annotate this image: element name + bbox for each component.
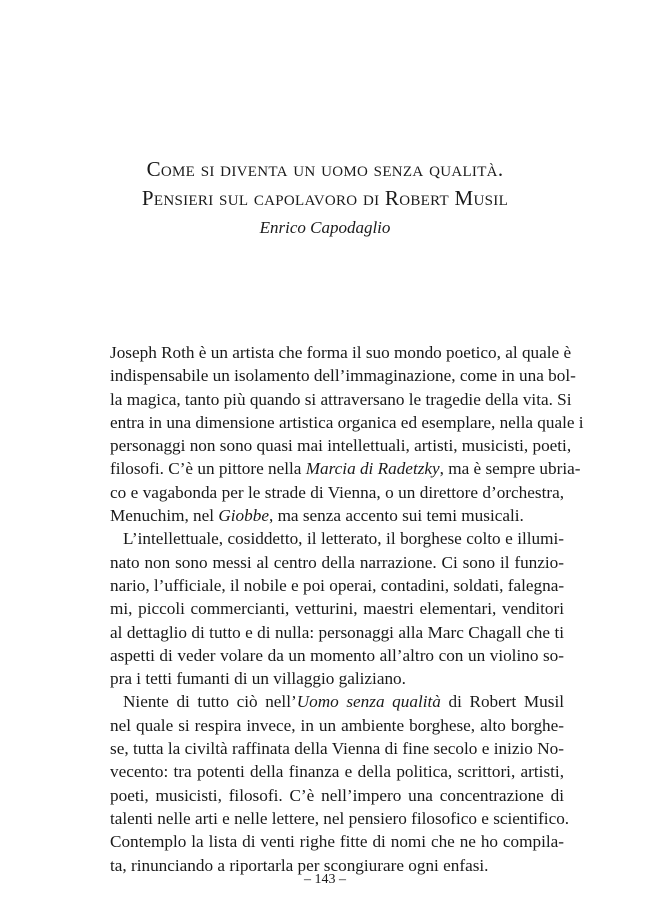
text-line: pra i tetti fumanti di un villaggio galiziano. bbox=[110, 669, 406, 689]
text-line: la magica, tanto più quando si attraversano le tragedie della vita. Si bbox=[110, 389, 572, 409]
body-text bbox=[110, 341, 584, 877]
book-title-italic: Uomo senza qualità bbox=[296, 692, 441, 712]
text-line: aspetti di veder volare da un momento all’altro con un violino so- bbox=[110, 645, 564, 665]
text-line: Joseph Roth è un artista che forma il suo mondo poetico, al quale è bbox=[110, 343, 572, 362]
text-line: Contemplo la lista di venti righe fitte di nomi che ne ho compila- bbox=[110, 832, 564, 852]
book-title-italic: Giobbe bbox=[218, 506, 269, 526]
text-segment: di Robert Musil bbox=[440, 692, 564, 712]
text-line: nel quale si respira invece, in un ambiente borghese, alto borghe- bbox=[110, 715, 564, 735]
text-segment: , ma senza accento sui temi musicali. bbox=[268, 506, 524, 526]
paragraph-2 bbox=[110, 527, 564, 690]
chapter-title-line-2: Pensieri sul capolavoro di Robert Musil bbox=[141, 186, 509, 210]
author-name: Enrico Capodaglio bbox=[259, 218, 391, 237]
text-line: nato non sono messi al centro della narrazione. Ci sono il funzio- bbox=[110, 552, 564, 572]
paragraph-1 bbox=[110, 341, 584, 527]
text-line: talenti nelle arti e nelle lettere, nel pensiero filosofico e scientifico. bbox=[110, 808, 570, 828]
text-line: mi, piccoli commercianti, vetturini, maestri elementari, venditori bbox=[110, 599, 564, 619]
text-line bbox=[110, 504, 564, 527]
text-line: poeti, musicisti, filosofi. C’è nell’impero una concentrazione di bbox=[110, 785, 564, 805]
text-line: nario, l’ufficiale, il nobile e poi operai, contadini, soldati, falegna- bbox=[110, 575, 565, 595]
text-line: al dettaglio di tutto e di nulla: personaggi alla Marc Chagall che ti bbox=[110, 622, 564, 642]
text-line: ta, rinunciando a riportarla per scongiurare ogni enfasi. bbox=[110, 855, 489, 875]
paragraph-3 bbox=[110, 690, 570, 876]
chapter-title-line-1: Come si diventa un uomo senza qualità. bbox=[146, 157, 504, 181]
page-number: – 143 – bbox=[304, 872, 346, 887]
text-segment: filosofi. C’è un pittore nella bbox=[110, 459, 306, 479]
text-line bbox=[110, 457, 581, 480]
text-line: indispensabile un isolamento dell’immaginazione, come in una bol- bbox=[110, 366, 576, 386]
book-title-italic: Marcia di Radetzky bbox=[305, 459, 440, 479]
text-line: vecento: tra potenti della finanza e della politica, scrittori, artisti, bbox=[110, 762, 564, 782]
text-segment: , ma è sempre ubria- bbox=[439, 459, 581, 479]
text-line: co e vagabonda per le strade di Vienna, o un direttore d’orchestra, bbox=[110, 482, 564, 502]
text-line: entra in una dimensione artistica organica ed esemplare, nella quale i bbox=[110, 412, 584, 432]
chapter-header bbox=[0, 155, 650, 239]
text-line bbox=[110, 690, 564, 713]
text-segment: Niente di tutto ciò nell’ bbox=[123, 692, 297, 712]
text-segment: Menuchim, nel bbox=[110, 506, 219, 526]
text-line: personaggi non sono quasi mai intellettuali, artisti, musicisti, poeti, bbox=[110, 436, 572, 456]
text-line: L’intellettuale, cosiddetto, il letterato, il borghese colto e illumi- bbox=[123, 529, 564, 549]
text-line: se, tutta la civiltà raffinata della Vienna di fine secolo e inizio No- bbox=[110, 739, 564, 759]
